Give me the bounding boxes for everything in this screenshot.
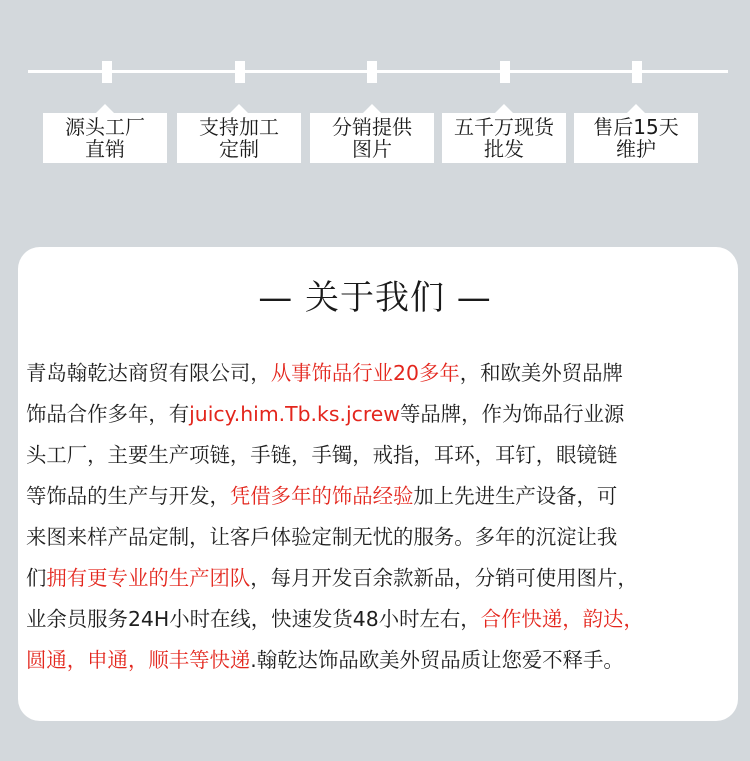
body-text: 们	[26, 566, 47, 590]
feature-custom-processing	[177, 113, 301, 163]
body-text: 业余员服务24H小时在线，快速发货48小时左右，	[26, 607, 481, 631]
about-line	[26, 558, 736, 599]
feature-label-line1: 分销提供	[332, 115, 412, 139]
about-line	[26, 353, 736, 394]
feature-distribution-images	[310, 113, 434, 163]
highlight-text: 合作快递，韵达，	[480, 607, 644, 631]
feature-label-line1: 售后15天	[593, 115, 679, 139]
feature-label-line2: 批发	[484, 137, 524, 161]
timeline-line	[28, 70, 728, 73]
about-title: — 关于我们 —	[258, 278, 492, 318]
timeline-tick	[632, 61, 642, 83]
feature-label-line1: 五千万现货	[454, 115, 554, 139]
about-paragraph	[26, 353, 736, 681]
about-line	[26, 394, 736, 435]
about-line	[26, 476, 736, 517]
about-line	[26, 435, 736, 476]
highlight-text: 拥有更专业的生产团队	[46, 566, 251, 590]
feature-label-line2: 维护	[616, 137, 656, 161]
highlight-text: juicy.him.Tb.ks.jcrew	[189, 402, 400, 426]
timeline-tick	[367, 61, 377, 83]
body-text: ，和欧美外贸品牌	[459, 361, 623, 385]
timeline-tick	[235, 61, 245, 83]
body-text: 等品牌，作为饰品行业源	[400, 402, 625, 426]
body-text: 饰品合作多年，有	[26, 402, 190, 426]
timeline-tick	[102, 61, 112, 83]
about-line	[26, 640, 736, 681]
body-text: 头工厂，主要生产项链，手链，手镯，戒指，耳环，耳钉，眼镜链	[26, 443, 618, 467]
timeline-tick	[500, 61, 510, 83]
features-timeline	[0, 0, 750, 170]
feature-label-line2: 定制	[219, 137, 259, 161]
body-text: 等饰品的生产与开发，	[26, 484, 230, 508]
feature-label-line2: 直销	[85, 137, 125, 161]
feature-wholesale-stock	[442, 113, 566, 163]
feature-label-line1: 源头工厂	[65, 115, 145, 139]
feature-label-line1: 支持加工	[199, 115, 279, 139]
body-text: 来图来样产品定制，让客戶体验定制无忧的服务。多年的沉淀让我	[26, 525, 618, 549]
about-line	[26, 599, 736, 640]
highlight-text: 从事饰品行业20多年	[270, 361, 460, 385]
feature-after-sales	[574, 113, 698, 163]
body-text: 加上先进生产设备，可	[413, 484, 618, 508]
feature-factory-direct	[43, 113, 167, 163]
body-text: 青岛翰乾达商贸有限公司，	[26, 361, 271, 385]
highlight-text: 圆通，申通，顺丰等快递	[26, 648, 251, 672]
feature-label-line2: 图片	[352, 137, 392, 161]
about-line	[26, 517, 736, 558]
highlight-text: 凭借多年的饰品经验	[229, 484, 414, 508]
body-text: .翰乾达饰品欧美外贸品质让您爱不释手。	[250, 648, 624, 672]
body-text: ，每月开发百余款新品，分销可使用图片，	[250, 566, 638, 590]
